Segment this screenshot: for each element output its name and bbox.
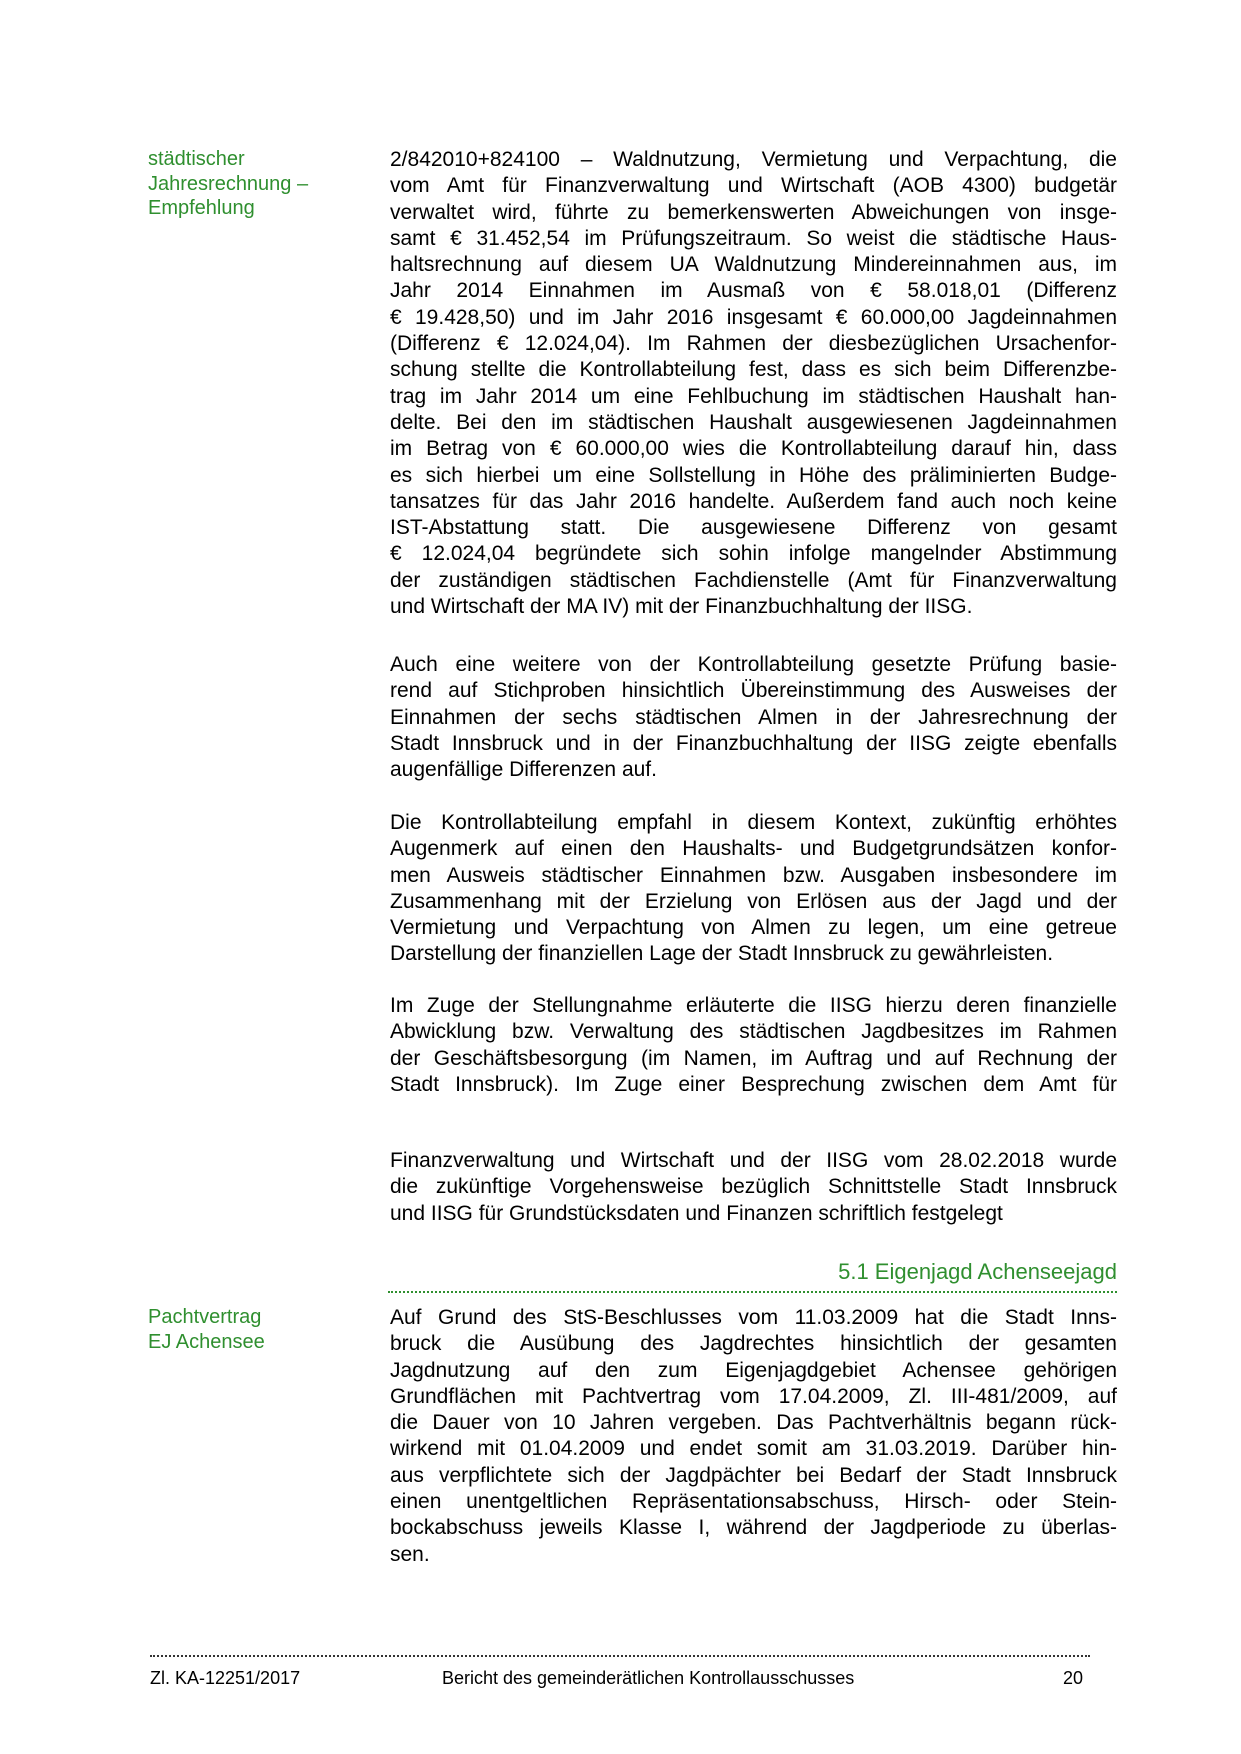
text-line: die zukünftige Vorgehensweise bezüglich Schnittstelle Stadt Innsbruck <box>390 1175 1117 1199</box>
margin-note-pachtvertrag <box>148 1305 368 1354</box>
text-line: Stadt Innsbruck). Im Zuge einer Besprechung zwischen dem Amt für <box>390 1072 1117 1096</box>
text-line: augenfällige Differenzen auf. <box>390 758 657 782</box>
text-line: rend auf Stichproben hinsichtlich Übereinstimmung des Ausweises der <box>390 679 1117 703</box>
margin-note-line: EJ Achensee <box>148 1330 265 1353</box>
text-line: Zusammenhang mit der Erzielung von Erlösen aus der Jagd und der <box>390 889 1117 913</box>
paragraph-almen-pruefung <box>390 652 1117 783</box>
text-line: € 19.428,50) und im Jahr 2016 insgesamt € 60.000,00 Jagdeinnahmen <box>390 305 1117 329</box>
text-line: wirkend mit 01.04.2009 und endet somit am 31.03.2019. Darüber hin- <box>390 1437 1117 1461</box>
page-number: 20 <box>1063 1668 1084 1688</box>
margin-note-line: Jahresrechnung – <box>148 172 309 195</box>
paragraph-empfehlung <box>390 810 1117 968</box>
footer-title: Bericht des gemeinderätlichen Kontrollausschusses <box>442 1668 855 1688</box>
section-heading: 5.1 Eigenjagd Achenseejagd <box>838 1259 1117 1284</box>
text-line: Einnahmen der sechs städtischen Almen in der Jahresrechnung der <box>390 705 1117 729</box>
text-line: 2/842010+824100 – Waldnutzung, Vermietung und Verpachtung, die <box>390 148 1117 171</box>
text-line: schung stellte die Kontrollabteilung fest, dass es sich beim Differenzbe- <box>390 358 1117 382</box>
text-line: Auch eine weitere von der Kontrollabteilung gesetzte Prüfung basie- <box>390 653 1117 676</box>
text-line: Die Kontrollabteilung empfahl in diesem Kontext, zukünftig erhöhtes <box>390 811 1117 834</box>
text-line: Abwicklung bzw. Verwaltung des städtischen Jagdbesitzes im Rahmen <box>390 1020 1117 1044</box>
paragraph-fortsetzung <box>390 1148 1117 1227</box>
footer-divider <box>150 1655 1090 1657</box>
text-line: Finanzverwaltung und Wirtschaft und der IISG vom 28.02.2018 wurde <box>390 1149 1117 1172</box>
footer-reference: Zl. KA-12251/2017 <box>150 1668 301 1688</box>
text-line: delte. Bei den im städtischen Haushalt ausgewiesenen Jagdeinnahmen <box>390 410 1117 434</box>
text-line: Im Zuge der Stellungnahme erläuterte die IISG hierzu deren finanzielle <box>390 994 1117 1017</box>
text-line: vom Amt für Finanzverwaltung und Wirtschaft (AOB 4300) budgetär <box>390 174 1117 198</box>
text-line: und Wirtschaft der MA IV) mit der Finanzbuchhaltung der IISG. <box>390 595 973 619</box>
text-line: men Ausweis städtischer Einnahmen bzw. Ausgaben insbesondere im <box>390 863 1117 887</box>
text-line: Vermietung und Verpachtung von Almen zu legen, um eine getreue <box>390 916 1117 940</box>
text-line: Darstellung der finanziellen Lage der Stadt Innsbruck zu gewährleisten. <box>390 942 1054 966</box>
text-line: bruck die Ausübung des Jagdrechtes hinsichtlich der gesamten <box>390 1332 1117 1356</box>
margin-note-line: Empfehlung <box>148 197 255 219</box>
text-line: der Geschäftsbesorgung (im Namen, im Auftrag und auf Rechnung der <box>390 1046 1117 1070</box>
text-line: € 12.024,04 begründete sich sohin infolge mangelnder Abstimmung <box>390 542 1117 566</box>
text-line: und IISG für Grundstücksdaten und Finanzen schriftlich festgelegt <box>390 1201 1003 1225</box>
text-line: sen. <box>390 1542 430 1566</box>
margin-note-line: Pachtvertrag <box>148 1306 262 1328</box>
text-line: der zuständigen städtischen Fachdienstelle (Amt für Finanzverwaltung <box>390 568 1117 592</box>
section-divider <box>388 1291 1117 1293</box>
text-line: einen unentgeltlichen Repräsentationsabschuss, Hirsch- oder Stein- <box>390 1490 1117 1514</box>
text-line: es sich hierbei um eine Sollstellung in Höhe des präliminierten Budge- <box>390 463 1117 487</box>
text-line: Grundflächen mit Pachtvertrag vom 17.04.2009, Zl. III-481/2009, auf <box>390 1384 1117 1408</box>
text-line: tansatzes für das Jahr 2016 handelte. Außerdem fand auch noch keine <box>390 489 1117 513</box>
margin-note-line: städtischer <box>148 148 245 170</box>
text-line: bockabschuss jeweils Klasse I, während der Jagdperiode zu überlas- <box>390 1516 1117 1540</box>
text-line: Jahr 2014 Einnahmen im Ausmaß von € 58.018,01 (Differenz <box>390 279 1117 303</box>
text-line: Augenmerk auf einen den Haushalts- und Budgetgrundsätzen konfor- <box>390 837 1117 861</box>
text-line: Stadt Innsbruck und in der Finanzbuchhaltung der IISG zeigte ebenfalls <box>390 731 1117 755</box>
text-line: verwaltet wird, führte zu bemerkenswerten Abweichungen von insge- <box>390 200 1117 224</box>
text-line: samt € 31.452,54 im Prüfungszeitraum. So weist die städtische Haus- <box>390 226 1117 250</box>
text-line: haltsrechnung auf diesem UA Waldnutzung Mindereinnahmen aus, im <box>390 253 1117 277</box>
text-line: Auf Grund des StS-Beschlusses vom 11.03.2009 hat die Stadt Inns- <box>390 1306 1117 1329</box>
text-line: die Dauer von 10 Jahren vergeben. Das Pachtverhältnis begann rück- <box>390 1411 1117 1435</box>
text-line: IST-Abstattung statt. Die ausgewiesene Differenz von gesamt <box>390 516 1117 540</box>
paragraph-waldnutzung <box>390 147 1117 620</box>
text-line: im Betrag von € 60.000,00 wies die Kontrollabteilung darauf hin, dass <box>390 437 1117 461</box>
paragraph-pachtvertrag <box>390 1305 1117 1568</box>
text-line: Jagdnutzung auf den zum Eigenjagdgebiet Achensee gehörigen <box>390 1358 1117 1382</box>
text-line: (Differenz € 12.024,04). Im Rahmen der diesbezüglichen Ursachenfor- <box>390 332 1117 356</box>
text-line: trag im Jahr 2014 um eine Fehlbuchung im städtischen Haushalt han- <box>390 384 1117 408</box>
margin-note-jahresrechnung <box>148 147 368 221</box>
text-line: aus verpflichtete sich der Jagdpächter bei Bedarf der Stadt Innsbruck <box>390 1463 1117 1487</box>
paragraph-stellungnahme <box>390 993 1117 1098</box>
